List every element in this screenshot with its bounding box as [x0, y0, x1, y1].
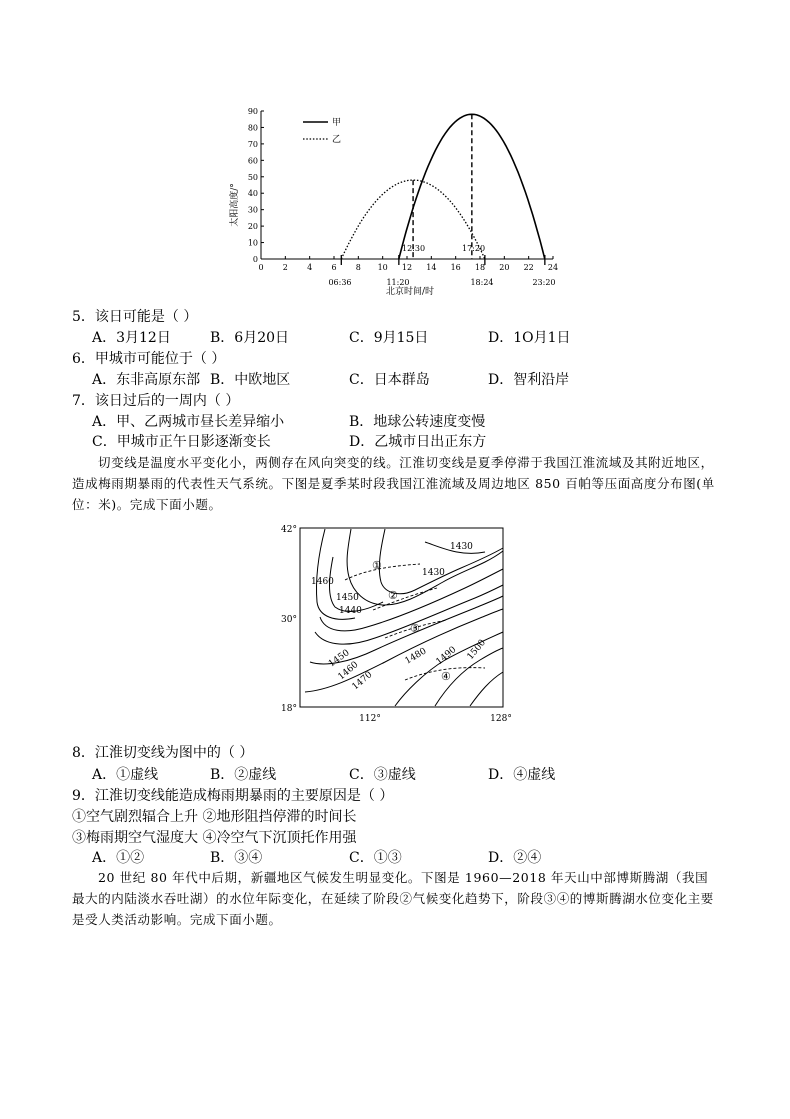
q8-option-b[interactable]: B．②虚线 — [210, 767, 277, 783]
x-tick-label: 22 — [523, 263, 534, 272]
y-axis-label: 太阳高度/° — [230, 183, 240, 227]
q9-option-a[interactable]: A．①② — [92, 850, 145, 866]
q6-option-d[interactable]: D．智利沿岸 — [488, 372, 570, 388]
x-tick-label: 16 — [450, 263, 461, 272]
contour-label: 1500 — [465, 637, 489, 662]
q8-option-c[interactable]: C．③虚线 — [349, 767, 416, 783]
q6-option-c[interactable]: C．日本群岛 — [349, 372, 430, 388]
marker-1: ① — [372, 559, 382, 572]
q7-option-c[interactable]: C．甲城市正午日影逐渐变长 — [92, 434, 271, 450]
contour-label: 1470 — [350, 669, 375, 693]
contour-label: 1450 — [326, 648, 352, 670]
q6-option-a[interactable]: A．东非高原东部 — [92, 372, 201, 388]
y-tick-label: 50 — [247, 172, 258, 182]
noon-yi-label: 12:30 — [402, 244, 426, 253]
legend-label-jia: 甲 — [332, 118, 342, 128]
contour-label: 1480 — [403, 646, 429, 667]
sunrise-yi-label: 06:36 — [328, 278, 352, 287]
q8-option-d[interactable]: D．④虚线 — [488, 767, 556, 783]
q7-option-a[interactable]: A．甲、乙两城市昼长差异缩小 — [92, 414, 285, 430]
q6-stem: 6．甲城市可能位于（ ） — [72, 351, 226, 367]
q5-option-b[interactable]: B．6月20日 — [210, 330, 290, 346]
y-tick-label: 80 — [247, 123, 258, 133]
lat-label-30: 30° — [281, 615, 297, 625]
contour-label: 1430 — [450, 542, 473, 552]
sunrise-jia-label: 11:20 — [386, 278, 410, 287]
q9-option-b[interactable]: B．③④ — [210, 850, 263, 866]
x-tick-label: 18 — [474, 263, 486, 272]
q9-option-d[interactable]: D．②④ — [488, 850, 542, 866]
sunset-jia-label: 23:20 — [532, 278, 556, 287]
y-tick-label: 70 — [247, 139, 258, 149]
x-tick-label: 24 — [547, 263, 559, 272]
lon-label-128: 128° — [490, 714, 512, 722]
q7-option-d[interactable]: D．乙城市日出正东方 — [349, 434, 487, 450]
q8-stem: 8．江淮切变线为图中的（ ） — [72, 745, 254, 761]
lon-label-112: 112° — [359, 714, 381, 722]
contour-label: 1430 — [422, 568, 445, 578]
contour-line — [379, 529, 503, 594]
legend-label-yi: 乙 — [332, 135, 342, 145]
marker-2: ② — [388, 589, 398, 602]
y-tick-label: 40 — [247, 189, 258, 199]
q5-stem: 5．该日可能是（ ） — [72, 309, 198, 325]
shear-line-2 — [373, 588, 437, 610]
q8-option-a[interactable]: A．①虚线 — [92, 767, 159, 783]
q5-option-a[interactable]: A．3月12日 — [92, 330, 171, 346]
contour-label: 1460 — [311, 577, 334, 587]
contour-label: 1460 — [336, 659, 361, 683]
x-tick-label: 20 — [499, 263, 510, 272]
marker-3: ③ — [410, 622, 420, 635]
y-tick-label: 60 — [247, 156, 258, 166]
x-tick-label: 14 — [426, 263, 437, 272]
q9-stem: 9．江淮切变线能造成梅雨期暴雨的主要原因是（ ） — [72, 788, 394, 804]
x-tick-label: 8 — [355, 263, 361, 272]
contour-label: 1450 — [336, 593, 359, 603]
q7-stem: 7．该日过后的一周内（ ） — [72, 393, 240, 409]
x-tick-label: 0 — [258, 263, 264, 272]
intro-paragraph-bosten-lake: 20 世纪 80 年代中后期，新疆地区气候发生明显变化。下图是 1960—2018 年天山中部博斯腾湖（我国最大的内陆淡水吞吐湖）的水位年际变化，在延续了阶段②气候变化趋势下，阶段③④的博斯腾湖水位变化主要是受人类活动影响。完成下面小题。 — [72, 870, 714, 927]
noon-jia-label: 17:20 — [462, 244, 486, 253]
contour-label: 1440 — [339, 606, 362, 616]
y-tick-label: 30 — [247, 205, 258, 215]
chart-axes — [261, 111, 553, 259]
intro-paragraph-shear-line: 切变线是温度水平变化小，两侧存在风向突变的线。江淮切变线是夏季停滞于我国江淮流域及其附近地区，造成梅雨期暴雨的代表性天气系统。下图是夏季某时段我国江淮流域及周边地区 850 百帕等压面高度分布图(单位：米)。完成下面小题。 — [72, 455, 715, 512]
y-tick-label: 20 — [247, 222, 258, 232]
lat-label-42: 42° — [281, 525, 297, 535]
sunset-yi-label: 18:24 — [470, 278, 494, 287]
isobaric-height-map — [275, 522, 520, 722]
y-tick-label: 90 — [247, 107, 258, 116]
x-tick-label: 12 — [401, 263, 413, 272]
q5-option-d[interactable]: D．1O月1日 — [488, 330, 571, 346]
x-tick-label: 10 — [377, 263, 388, 272]
q9-statement-line-2: ③梅雨期空气湿度大 ④冷空气下沉顶托作用强 — [72, 830, 357, 846]
q7-option-b[interactable]: B．地球公转速度变慢 — [349, 414, 486, 430]
shear-line-1 — [345, 564, 420, 580]
contour-label: 1490 — [434, 644, 459, 668]
marker-4: ④ — [441, 670, 451, 683]
contour-line — [470, 672, 503, 706]
x-tick-label: 2 — [282, 263, 288, 272]
q5-option-c[interactable]: C．9月15日 — [349, 330, 429, 346]
x-axis-label: 北京时间/时 — [385, 287, 435, 297]
sun-altitude-chart — [220, 100, 570, 300]
lat-label-18: 18° — [281, 704, 297, 714]
y-tick-label: 0 — [252, 255, 258, 264]
x-tick-label: 6 — [331, 263, 337, 272]
q9-option-c[interactable]: C．①③ — [349, 850, 402, 866]
q9-statement-line-1: ①空气剧烈辐合上升 ②地形阻挡停滞的时间长 — [72, 809, 357, 825]
x-tick-label: 4 — [307, 263, 313, 272]
y-tick-label: 10 — [247, 238, 258, 248]
q6-option-b[interactable]: B．中欧地区 — [210, 372, 291, 388]
